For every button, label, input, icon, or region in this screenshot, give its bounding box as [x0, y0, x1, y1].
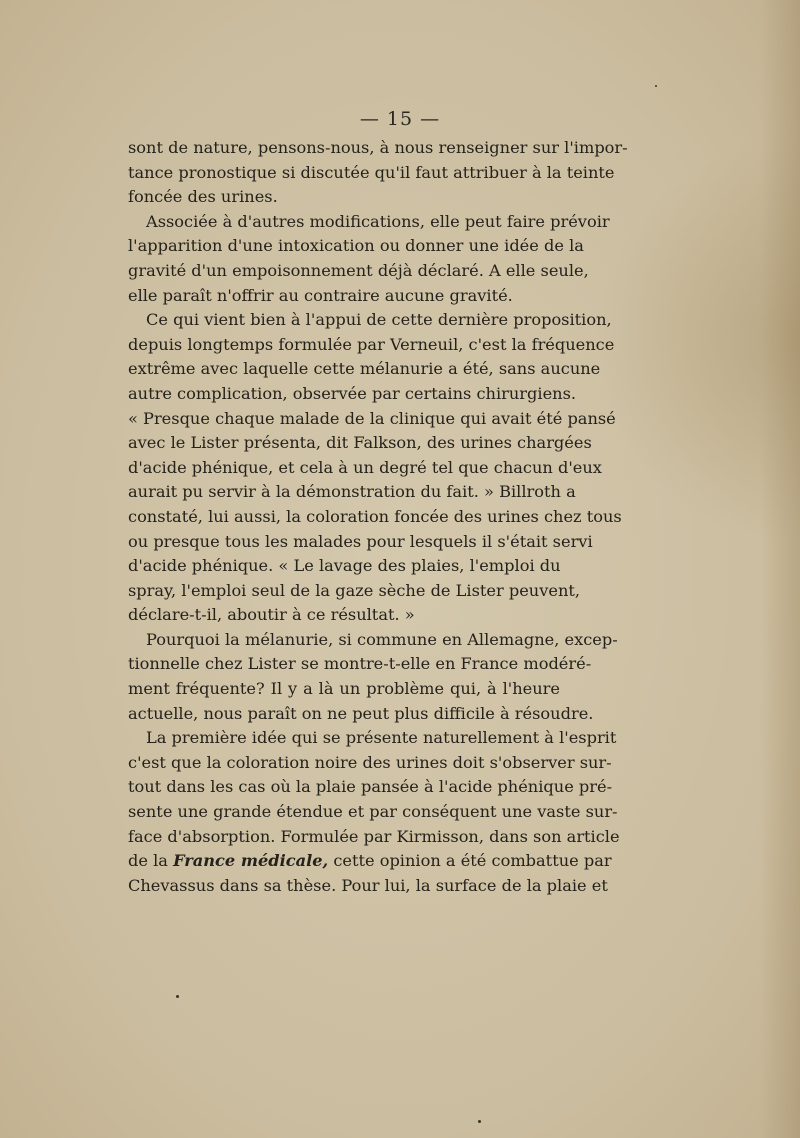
- text-line: c'est que la coloration noire des urines doit s'observer sur-: [128, 752, 612, 772]
- text-line: Associée à d'autres modifications, elle peut faire prévoir: [146, 211, 610, 231]
- text-segment: cette opinion a été combattue par: [328, 851, 612, 871]
- text-line: actuelle, nous paraît on ne peut plus difficile à résoudre.: [128, 703, 594, 723]
- text-line: Pourquoi la mélanurie, si commune en Allemagne, excep-: [146, 629, 618, 649]
- text-line: autre complication, observée par certains chirurgiens.: [128, 383, 577, 403]
- text-line: [128, 849, 612, 874]
- text-line: extrême avec laquelle cette mélanurie a été, sans aucune: [128, 359, 601, 379]
- text-line: « Presque chaque malade de la clinique qui avait été pansé: [128, 408, 616, 428]
- text-line: d'acide phénique, et cela à un degré tel que chacun d'eux: [128, 457, 602, 477]
- text-line: depuis longtemps formulée par Verneuil, c'est la fréquence: [128, 334, 615, 354]
- text-line: sente une grande étendue et par conséquent une vaste sur-: [128, 802, 618, 822]
- text-line: gravité d'un empoisonnement déjà déclaré. A elle seule,: [128, 260, 589, 280]
- text-line: ou presque tous les malades pour lesquels il s'était servi: [128, 531, 593, 551]
- page-number: — 15 —: [359, 108, 441, 130]
- ink-speck: [176, 995, 179, 998]
- text-line: elle paraît n'offrir au contraire aucune gravité.: [128, 285, 513, 305]
- page-edge-shadow: [760, 0, 800, 1138]
- journal-title-emphasis: France médicale,: [173, 851, 329, 871]
- text-line: Chevassus dans sa thèse. Pour lui, la surface de la plaie et: [128, 875, 608, 895]
- text-line: constaté, lui aussi, la coloration foncée des urines chez tous: [128, 506, 622, 526]
- text-line: tance pronostique si discutée qu'il faut attribuer à la teinte: [128, 162, 615, 182]
- text-line: Ce qui vient bien à l'appui de cette dernière proposition,: [146, 310, 612, 330]
- text-line: déclare-t-il, aboutir à ce résultat. »: [128, 605, 415, 625]
- text-line: La première idée qui se présente naturellement à l'esprit: [146, 728, 617, 748]
- text-line: ment fréquente? Il y a là un problème qui, à l'heure: [128, 679, 560, 699]
- text-line: tout dans les cas où la plaie pansée à l'acide phénique pré-: [128, 777, 613, 797]
- ink-speck: [478, 1120, 481, 1123]
- body-text: [128, 136, 628, 898]
- text-line: aurait pu servir à la démonstration du fait. » Billroth a: [128, 482, 576, 502]
- text-line: sont de nature, pensons-nous, à nous renseigner sur l'impor-: [128, 138, 628, 157]
- ink-speck: [655, 85, 657, 87]
- text-line: tionnelle chez Lister se montre-t-elle en France modéré-: [128, 654, 592, 674]
- text-line: avec le Lister présenta, dit Falkson, des urines chargées: [128, 433, 592, 453]
- text-line: foncée des urines.: [128, 187, 278, 207]
- text-line: d'acide phénique. « Le lavage des plaies, l'emploi du: [128, 556, 561, 576]
- text-segment: de la: [128, 851, 174, 871]
- text-line: face d'absorption. Formulée par Kirmisson, dans son article: [128, 826, 620, 846]
- text-line: l'apparition d'une intoxication ou donner une idée de la: [128, 236, 584, 256]
- text-line: spray, l'emploi seul de la gaze sèche de Lister peuvent,: [128, 580, 581, 600]
